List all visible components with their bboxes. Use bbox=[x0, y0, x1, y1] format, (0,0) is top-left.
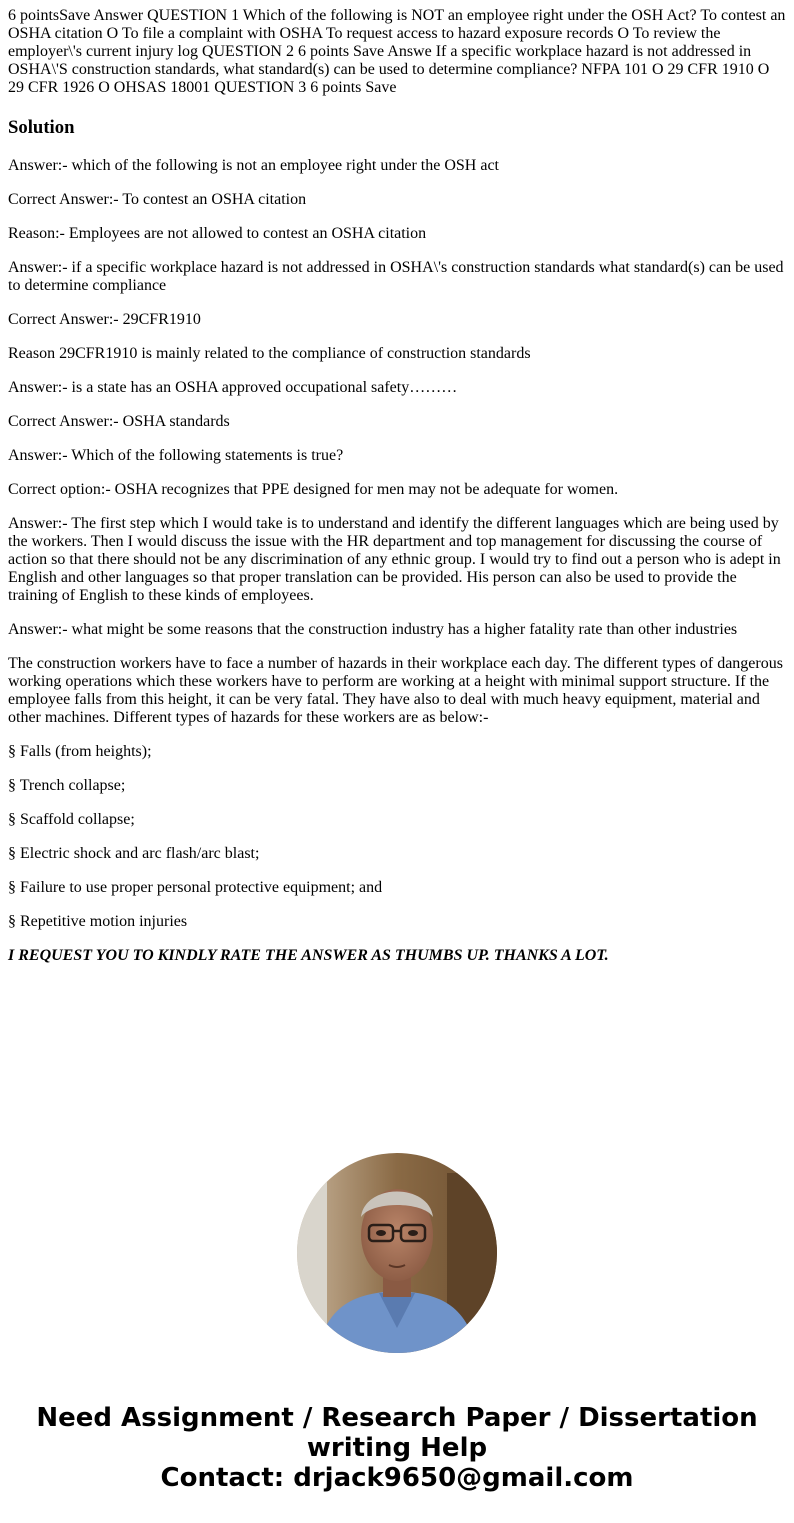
paragraph: Answer:- is a state has an OSHA approved occupational safety……… bbox=[8, 379, 458, 396]
solution-heading: Solution bbox=[8, 117, 75, 138]
footer-banner bbox=[0, 1403, 794, 1493]
hazard-list-item: § Electric shock and arc flash/arc blast; bbox=[8, 845, 260, 862]
hazard-list-item: § Falls (from heights); bbox=[8, 743, 152, 760]
paragraph: Correct Answer:- To contest an OSHA citation bbox=[8, 191, 307, 208]
avatar bbox=[297, 1153, 497, 1353]
paragraph: Answer:- Which of the following statements is true? bbox=[8, 447, 344, 464]
hazard-list-item: § Repetitive motion injuries bbox=[8, 913, 188, 930]
footer-help-text: Need Assignment / Research Paper / Dissertation writing Help bbox=[36, 1403, 758, 1463]
footer-contact: Contact: drjack9650@gmail.com bbox=[160, 1463, 634, 1493]
paragraph: Reason 29CFR1910 is mainly related to the compliance of construction standards bbox=[8, 345, 531, 362]
paragraph: Answer:- if a specific workplace hazard is not addressed in OSHA\'s construction standards what standard(s) can be used to determine compliance bbox=[8, 259, 784, 294]
paragraph: Answer:- which of the following is not an employee right under the OSH act bbox=[8, 157, 499, 174]
hazard-list-item: § Failure to use proper personal protective equipment; and bbox=[8, 879, 383, 896]
paragraph: Correct option:- OSHA recognizes that PPE designed for men may not be adequate for women. bbox=[8, 481, 619, 498]
hazard-list-item: § Scaffold collapse; bbox=[8, 811, 135, 828]
paragraph: The construction workers have to face a number of hazards in their workplace each day. The different types of dangerous working operations which these workers have to perform are working at a height with minimal support structure. If the employee falls from this height, it can be very fatal. They have also to deal with much heavy equipment, material and other machines. Different types of hazards for these workers are as below:- bbox=[8, 655, 783, 726]
paragraph: Answer:- The first step which I would take is to understand and identify the different languages which are being used by the workers. Then I would discuss the issue with the HR department and top management for discussing the course of action so that there should not be any discrimination of any ethnic group. I would try to find out a person who is adept in English and other languages so that proper translation can be provided. His person can also be used to provide the training of English to these kinds of employees. bbox=[8, 515, 781, 604]
paragraph: Answer:- what might be some reasons that the construction industry has a higher fatality rate than other industries bbox=[8, 621, 738, 638]
paragraph: Correct Answer:- 29CFR1910 bbox=[8, 311, 201, 328]
paragraph: Correct Answer:- OSHA standards bbox=[8, 413, 230, 430]
paragraph: Reason:- Employees are not allowed to contest an OSHA citation bbox=[8, 225, 427, 242]
question-text: 6 pointsSave Answer QUESTION 1 Which of the following is NOT an employee right under the OSH Act? To contest an OSHA citation O To file a complaint with OSHA To request access to hazard exposure records O To review the employer\'s current injury log QUESTION 2 6 points Save Answe If a specific workplace hazard is not addressed in OSHA\'S construction standards, what standard(s) can be used to determine compliance? NFPA 101 O 29 CFR 1910 O 29 CFR 1926 O OHSAS 18001 QUESTION 3 6 points Save bbox=[8, 7, 786, 96]
hazard-list-item: § Trench collapse; bbox=[8, 777, 126, 794]
avatar-portrait bbox=[297, 1153, 497, 1353]
closing-note: I REQUEST YOU TO KINDLY RATE THE ANSWER AS THUMBS UP. THANKS A LOT. bbox=[8, 947, 609, 964]
